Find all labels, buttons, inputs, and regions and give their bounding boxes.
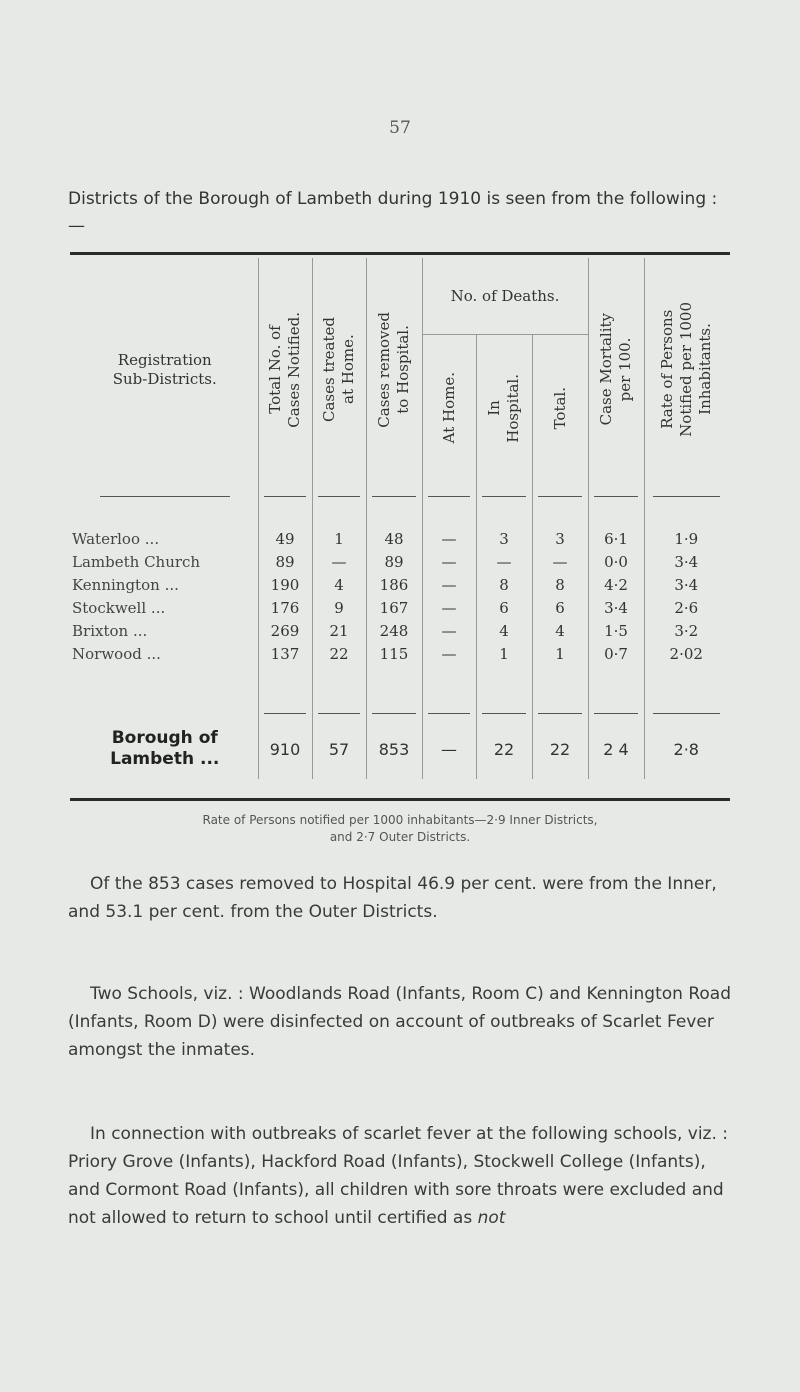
cell-mortality: 0·7 (588, 642, 644, 665)
cell-deaths-hospital: 4 (476, 619, 532, 642)
header-underline (372, 496, 416, 497)
header-case-mortality-text: Case Mortality per 100. (597, 313, 634, 426)
footnote (70, 812, 730, 846)
district-name (72, 527, 258, 550)
cell-total: 49 (258, 527, 312, 550)
cell-deaths-total: — (532, 550, 588, 573)
cell-rate: 1·9 (644, 527, 728, 550)
borough-deaths-total: 22 (532, 719, 588, 779)
paragraph-hospital-cases: Of the 853 cases removed to Hospital 46.9 per cent. were from the Inner, and 53.1 per cent. from the Outer Districts. (68, 874, 717, 922)
header-underline (594, 496, 638, 497)
borough-home: 57 (312, 719, 366, 779)
cell-hospital: 48 (366, 527, 422, 550)
cell-home: 9 (312, 596, 366, 619)
cell-deaths-home: — (422, 527, 476, 550)
header-rate-notified-text: Rate of Persons Notified per 1000 Inhabitants. (657, 302, 714, 437)
cell-deaths-home: — (422, 596, 476, 619)
borough-label-line1: Borough of (111, 728, 218, 748)
header-registration (72, 258, 258, 481)
header-underline (264, 496, 306, 497)
district-name (72, 573, 258, 596)
header-underline (318, 496, 360, 497)
cell-deaths-hospital: 1 (476, 642, 532, 665)
district-name (72, 619, 258, 642)
total-underline (594, 713, 638, 714)
cell-deaths-total: 6 (532, 596, 588, 619)
borough-hospital: 853 (366, 719, 422, 779)
table-row (72, 596, 728, 619)
table-bottom-rule (70, 798, 730, 801)
header-removed-hospital (366, 258, 422, 481)
borough-deaths-home: — (422, 719, 476, 779)
total-underline (482, 713, 526, 714)
cell-total: 176 (258, 596, 312, 619)
cell-rate: 3·4 (644, 550, 728, 573)
cell-home: 21 (312, 619, 366, 642)
cell-home: 1 (312, 527, 366, 550)
paragraph-schools-disinfected: Two Schools, viz. : Woodlands Road (Infants, Room C) and Kennington Road (Infants, Room D) were disinfected on account of outbreaks of Scarlet Fever amongst the inmates. (68, 984, 731, 1060)
header-deaths-home-text: At Home. (439, 372, 458, 444)
total-underline (318, 713, 360, 714)
leader-dots: ... (150, 598, 166, 617)
district-label: Waterloo (72, 529, 140, 548)
cell-deaths-total: 8 (532, 573, 588, 596)
table-row (72, 642, 728, 665)
district-label: Lambeth Church (72, 552, 201, 571)
total-underline (372, 713, 416, 714)
cell-mortality: 1·5 (588, 619, 644, 642)
header-total-notified (258, 258, 312, 481)
page-number: 57 (389, 118, 411, 138)
cell-deaths-total: 4 (532, 619, 588, 642)
cell-deaths-home: — (422, 619, 476, 642)
header-underline (100, 496, 230, 497)
cell-rate: 3·4 (644, 573, 728, 596)
leader-dots: ... (146, 644, 161, 663)
total-underline (264, 713, 306, 714)
leader-dots: ... (132, 621, 148, 640)
header-underline (538, 496, 582, 497)
header-underline-row (72, 481, 728, 511)
cell-deaths-hospital: — (476, 550, 532, 573)
borough-deaths-hospital: 22 (476, 719, 532, 779)
cell-mortality: 4·2 (588, 573, 644, 596)
header-registration-text: Registration Sub-Districts. (112, 350, 217, 388)
cell-deaths-home: — (422, 573, 476, 596)
intro-text: Districts of the Borough of Lambeth during 1910 is seen from the following :— (68, 189, 718, 236)
footnote-line-1: Rate of Persons notified per 1000 inhabitants—2·9 Inner Districts, (202, 813, 598, 827)
cell-mortality: 3·4 (588, 596, 644, 619)
cell-rate: 2·02 (644, 642, 728, 665)
cell-hospital: 186 (366, 573, 422, 596)
table-row (72, 573, 728, 596)
header-deaths-total-text: Total. (550, 386, 569, 430)
borough-label-line2: Lambeth ... (110, 749, 220, 769)
table-row (72, 550, 728, 573)
header-underline (653, 496, 720, 497)
cell-home: — (312, 550, 366, 573)
cell-hospital: 89 (366, 550, 422, 573)
cell-deaths-hospital: 3 (476, 527, 532, 550)
header-deaths-home (422, 335, 476, 482)
total-underline (538, 713, 582, 714)
cell-hospital: 167 (366, 596, 422, 619)
paragraph-outbreaks-text: In connection with outbreaks of scarlet fever at the following schools, viz. : Priory Grove (Infants), Hackford Road (Infants), Stockwell College (Infants), and Cormont Road (Infants), all children with sore throats were excluded and not allowed to return to school until certified as (68, 1124, 728, 1228)
borough-mortality: 2 4 (588, 719, 644, 779)
borough-rate: 2·8 (644, 719, 728, 779)
borough-label (72, 719, 258, 779)
district-name (72, 550, 258, 573)
spacer-row (72, 511, 728, 527)
header-treated-home-text: Cases treated at Home. (320, 317, 357, 422)
cell-deaths-total: 1 (532, 642, 588, 665)
cell-total: 190 (258, 573, 312, 596)
cell-total: 269 (258, 619, 312, 642)
district-label: Stockwell (72, 598, 147, 617)
table-row (72, 619, 728, 642)
cell-mortality: 6·1 (588, 527, 644, 550)
total-underline (653, 713, 720, 714)
header-deaths: No. of Deaths. (422, 258, 588, 335)
cell-deaths-home: — (422, 642, 476, 665)
district-label: Kennington (72, 575, 160, 594)
borough-total-row (72, 719, 728, 779)
header-removed-hospital-text: Cases removed to Hospital. (375, 311, 412, 428)
paragraph-outbreaks-end: not (477, 1208, 506, 1228)
cell-home: 4 (312, 573, 366, 596)
header-deaths-total (532, 335, 588, 482)
cell-rate: 2·6 (644, 596, 728, 619)
cell-deaths-hospital: 6 (476, 596, 532, 619)
cell-hospital: 115 (366, 642, 422, 665)
header-deaths-hospital-text: In Hospital. (485, 373, 522, 443)
cell-home: 22 (312, 642, 366, 665)
footnote-line-2: and 2·7 Outer Districts. (329, 830, 471, 844)
table-top-rule (70, 252, 730, 255)
scarlet-fever-table (72, 258, 728, 779)
district-name (72, 642, 258, 665)
district-label: Norwood (72, 644, 142, 663)
header-underline (428, 496, 470, 497)
cell-rate: 3·2 (644, 619, 728, 642)
cell-total: 89 (258, 550, 312, 573)
cell-deaths-home: — (422, 550, 476, 573)
cell-deaths-total: 3 (532, 527, 588, 550)
borough-total: 910 (258, 719, 312, 779)
header-rate-notified (644, 258, 728, 481)
spacer-row (72, 665, 728, 707)
table-row (72, 527, 728, 550)
district-name (72, 596, 258, 619)
cell-mortality: 0·0 (588, 550, 644, 573)
district-label: Brixton (72, 621, 129, 640)
total-underline (428, 713, 470, 714)
header-case-mortality (588, 258, 644, 481)
leader-dots: ... (164, 575, 179, 594)
header-deaths-hospital (476, 335, 532, 482)
leader-dots: ... (144, 529, 160, 548)
cell-total: 137 (258, 642, 312, 665)
cell-deaths-hospital: 8 (476, 573, 532, 596)
header-underline (482, 496, 526, 497)
paragraph-outbreaks (68, 1120, 732, 1232)
total-underline-row (72, 707, 728, 719)
header-treated-home (312, 258, 366, 481)
cell-hospital: 248 (366, 619, 422, 642)
header-total-notified-text: Total No. of Cases Notified. (266, 311, 303, 428)
